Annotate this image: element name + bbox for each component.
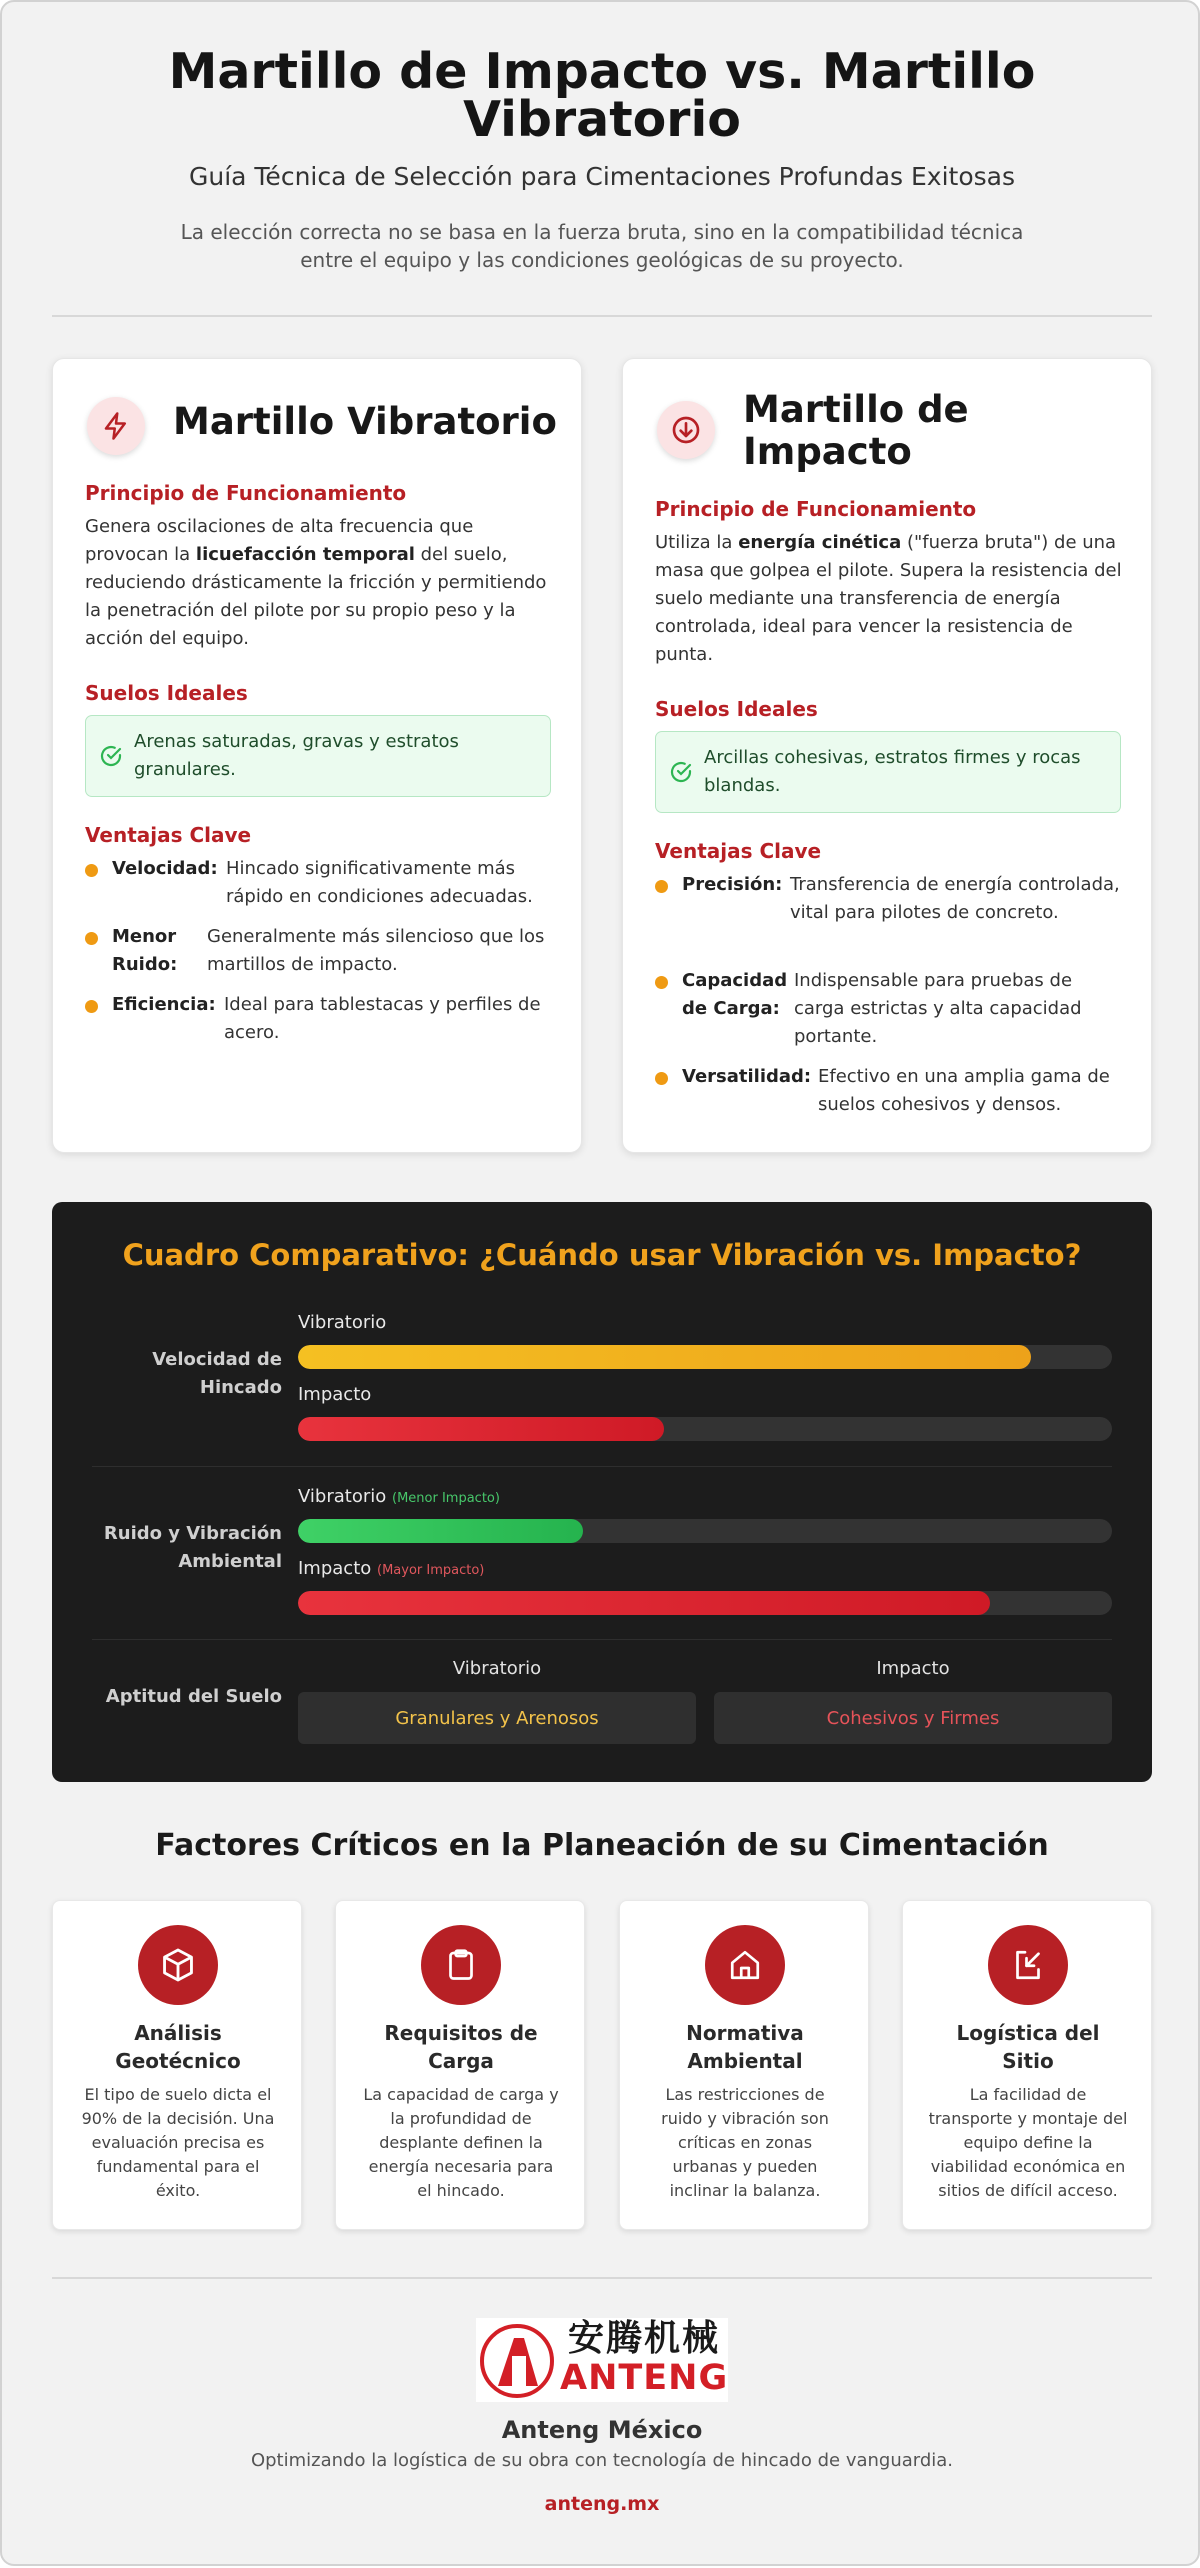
impact-advantages-heading: Ventajas Clave [655,839,822,863]
advantage-label: Velocidad: [112,858,218,879]
criterion-speed: Velocidad de Hincado [152,1349,282,1398]
header-divider [52,315,1152,317]
vibratory-card [52,358,582,1153]
advantage-label: Menor Ruido: [112,926,178,975]
bullet-dot [85,932,98,945]
factor-desc [346,2083,576,2203]
factor-desc-line: transporte y montaje del [928,2109,1128,2128]
bullet-dot [655,1072,668,1085]
factor-title-line2: Carga [428,2049,494,2073]
factor-title [913,2019,1143,2075]
bar-track [298,1519,1112,1543]
vibratory-principle-heading: Principio de Funcionamiento [85,481,407,505]
company-url-link[interactable]: anteng.mx [544,2493,660,2515]
company-name: Anteng México [501,2416,703,2444]
advantage-text: Ideal para tablestacas y perfiles de acero. [224,994,541,1043]
vibratory-advantage-item [85,991,553,1047]
bar-fill-vibratory-noise [298,1519,583,1543]
exit-arrow-icon [988,1925,1068,2005]
impact-principle-bold: energía cinética [738,532,902,553]
advantage-label: Precisión: [682,874,783,895]
vibratory-advantage-item [85,923,553,979]
company-tagline: Optimizando la logística de su obra con tecnología de hincado de vanguardia. [250,2450,954,2471]
factor-card-logistics [902,1900,1152,2230]
bar-note: (Menor Impacto) [392,1491,500,1506]
clipboard-icon [421,1925,501,2005]
vibratory-advantage-item [85,855,553,911]
factor-desc-line: La capacidad de carga y [363,2085,559,2104]
bar-label-text: Vibratorio [298,1312,387,1333]
bar-label [298,1486,500,1507]
soil-vibratory-value: Granulares y Arenosos [298,1692,696,1744]
criterion-noise: Ruido y Vibración Ambiental [103,1523,282,1572]
impact-title-line1: Martillo de [743,388,969,431]
factor-title-line2: Sitio [1002,2049,1054,2073]
home-icon [705,1925,785,2005]
vibratory-soils-heading: Suelos Ideales [85,681,248,705]
row-divider [92,1466,1112,1467]
bullet-dot [655,976,668,989]
comparison-title: Cuadro Comparativo: ¿Cuándo usar Vibración vs. Impacto? [122,1238,1082,1272]
factor-title [630,2019,860,2075]
factor-title [63,2019,293,2075]
advantage-text: Indispensable para pruebas de carga estrictas y alta capacidad portante. [794,970,1082,1047]
lightning-icon [87,397,145,455]
anteng-logo [476,2318,728,2402]
bar-label-text: Vibratorio [298,1486,387,1507]
factor-desc-line: críticas en zonas [677,2133,813,2152]
page-title [82,43,1122,148]
logo-latin-text: ANTENG [560,2358,729,2398]
bar-label [298,1312,386,1333]
check-circle-icon [99,744,123,768]
factor-desc-line: energía necesaria para [368,2157,554,2176]
factor-desc-line: Las restricciones de [665,2085,825,2104]
row-divider [92,1639,1112,1640]
impact-soils-box [655,731,1121,813]
factor-desc-line: evaluación precisa es [91,2133,265,2152]
bar-track [298,1345,1112,1369]
impact-principle-part2: ("fuerza bruta") de una masa que golpea el pilote. Supera la resistencia del suelo mediante una transferencia de energía controlada, ideal para vencer la resistencia de punta. [655,532,1122,665]
impact-advantage-item [655,871,1123,927]
advantage-label: Capacidad de Carga: [682,970,788,1019]
arrow-down-circle-icon [657,401,715,459]
advantage-text: Transferencia de energía controlada, vital para pilotes de concreto. [790,874,1120,923]
bar-fill-vibratory-speed [298,1345,1031,1369]
factors-title: Factores Críticos en la Planeación de su Cimentación [155,1828,1049,1863]
factor-desc-line: ruido y vibración son [661,2109,829,2128]
factor-title [346,2019,576,2075]
bullet-dot [655,880,668,893]
cube-icon [138,1925,218,2005]
factor-desc-line: equipo define la [963,2133,1093,2152]
page-title-line1: Martillo de Impacto vs. Martillo [168,43,1036,100]
soil-impact-label: Impacto [876,1658,950,1679]
factor-title-line1: Normativa [686,2021,804,2045]
comparison-panel [52,1202,1152,1782]
factor-desc-line: viabilidad económica en [930,2157,1126,2176]
impact-soils-text: Arcillas cohesivas, estratos firmes y rocas blandas. [704,747,1081,796]
page-title-line2: Vibratorio [463,91,741,148]
bar-track [298,1417,1112,1441]
vibratory-principle-part2: del suelo, reduciendo drásticamente la fricción y permitiendo la penetración del pilote por su propio peso y la acción del equipo. [85,544,547,649]
impact-card [622,358,1152,1153]
bar-track [298,1591,1112,1615]
soil-impact-value: Cohesivos y Firmes [714,1692,1112,1744]
factor-desc-line: desplante definen la [379,2133,543,2152]
bullet-dot [85,1000,98,1013]
bar-fill-impact-speed [298,1417,664,1441]
factor-desc-line: el hincado. [417,2181,505,2200]
factor-card-load [335,1900,585,2230]
bar-fill-impact-noise [298,1591,990,1615]
footer-divider [52,2277,1152,2279]
factor-desc [63,2083,293,2203]
impact-advantage-item [655,967,1123,1051]
impact-title [743,389,1143,473]
factor-desc-line: sitios de difícil acceso. [938,2181,1118,2200]
bullet-dot [85,864,98,877]
page-subtitle: Guía Técnica de Selección para Cimentaciones Profundas Exitosas [188,162,1015,191]
factor-desc-line: inclinar la balanza. [669,2181,821,2200]
factor-desc-line: urbanas y pueden [672,2157,818,2176]
impact-advantage-item [655,1063,1123,1119]
bar-label-text: Impacto [298,1384,372,1405]
advantage-label: Versatilidad: [682,1066,812,1087]
factor-desc [630,2083,860,2203]
vibratory-advantages-heading: Ventajas Clave [85,823,252,847]
factor-desc-line: fundamental para el [96,2157,260,2176]
factor-title-line1: Requisitos de [384,2021,538,2045]
anteng-logo-mark [478,2322,556,2400]
advantage-text: Efectivo en una amplia gama de suelos cohesivos y densos. [818,1066,1110,1115]
factor-card-geotech [52,1900,302,2230]
advantage-text: Hincado significativamente más rápido en condiciones adecuadas. [226,858,533,907]
intro-text [162,218,1042,274]
bar-label-text: Impacto [298,1558,372,1579]
factor-title-line2: Ambiental [687,2049,803,2073]
bar-label [298,1384,371,1405]
factor-desc-line: la profundidad de [390,2109,532,2128]
factor-title-line1: Logística del [956,2021,1100,2045]
impact-principle-text [655,529,1123,669]
impact-soils-heading: Suelos Ideales [655,697,818,721]
soil-vibratory-label: Vibratorio [452,1658,542,1679]
vibratory-soils-box [85,715,551,797]
bar-label [298,1558,484,1579]
impact-title-line2: Impacto [743,430,912,473]
check-circle-icon [669,760,693,784]
bar-note: (Mayor Impacto) [377,1563,485,1578]
logo-chinese-text: 安腾机械 [567,2318,720,2359]
advantage-text: Generalmente más silencioso que los martillos de impacto. [207,926,545,975]
advantage-label: Eficiencia: [112,994,216,1015]
factor-desc-line: El tipo de suelo dicta el [84,2085,272,2104]
factor-title-line2: Geotécnico [115,2049,241,2073]
factor-desc-line: éxito. [155,2181,201,2200]
factor-title-line1: Análisis [134,2021,222,2045]
criterion-soil: Aptitud del Suelo [105,1686,282,1707]
vibratory-principle-part1: Genera oscilaciones de alta frecuencia que provocan la [85,516,474,565]
intro-line1: La elección correcta no se basa en la fuerza bruta, sino en la compatibilidad técnica [180,220,1024,244]
intro-line2: entre el equipo y las condiciones geológicas de su proyecto. [300,248,904,272]
factor-desc-line: La facilidad de [969,2085,1087,2104]
vibratory-title: Martillo Vibratorio [173,400,557,443]
vibratory-principle-text [85,513,553,653]
factor-card-environment [619,1900,869,2230]
vibratory-soils-text: Arenas saturadas, gravas y estratos granulares. [134,731,459,780]
vibratory-principle-bold: licuefacción temporal [195,544,415,565]
factor-desc-line: 90% de la decisión. Una [81,2109,275,2128]
factor-desc [913,2083,1143,2203]
impact-principle-heading: Principio de Funcionamiento [655,497,977,521]
impact-principle-part1: Utiliza la [655,532,739,553]
